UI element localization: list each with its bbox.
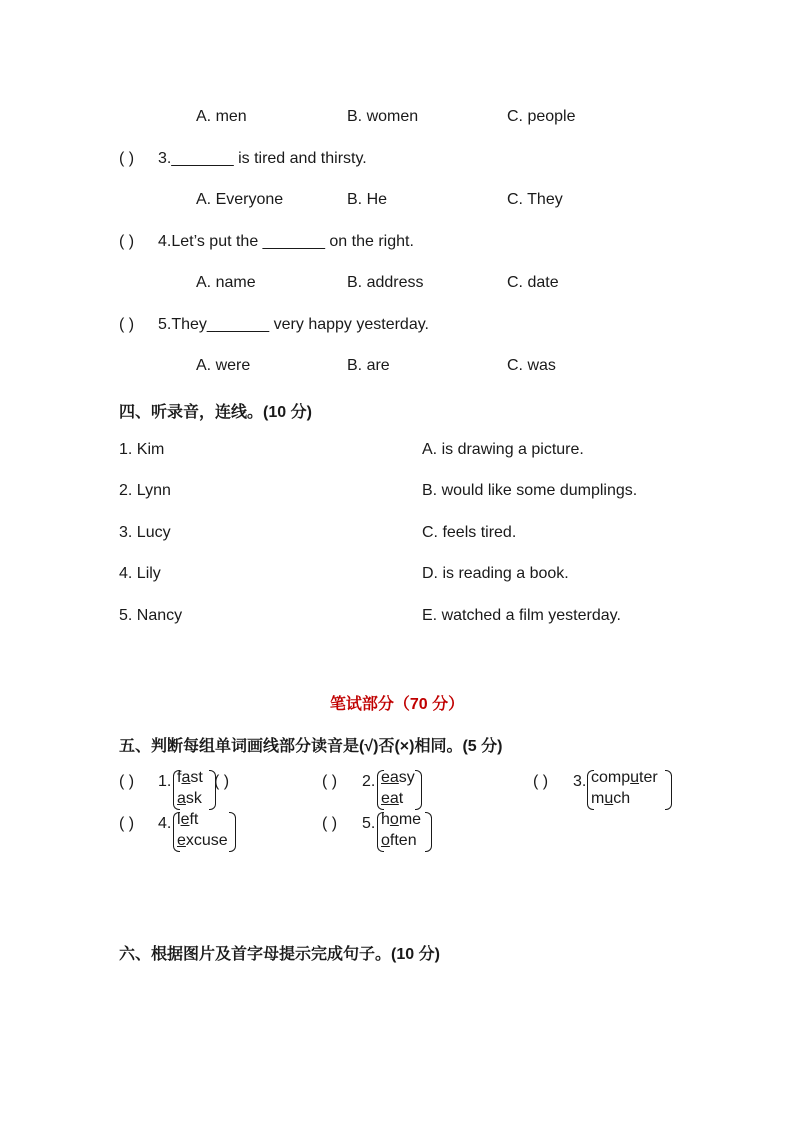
section5-title: 五、判断每组单词画线部分读音是(√)否(×)相同。(5 分): [119, 738, 503, 755]
q4-option-a: A. name: [196, 274, 256, 291]
s5-item3-word2: much: [591, 790, 631, 807]
q3-option-c: C. They: [507, 191, 563, 208]
s5-item3-word-group: [587, 768, 677, 812]
q3-option-a: A. Everyone: [196, 191, 284, 208]
s5-item4-word2: excuse: [177, 832, 228, 849]
q3-answer-paren[interactable]: ( ): [119, 150, 135, 167]
match-left-2: 2. Lynn: [119, 482, 171, 499]
q5-answer-paren[interactable]: ( ): [119, 316, 135, 333]
s5-item1-number: 1.: [158, 773, 172, 790]
q4-option-c: C. date: [507, 274, 559, 291]
s5-item2-word2: eat: [381, 790, 404, 807]
q2-option-b: B. women: [347, 108, 419, 125]
s5-item4-number: 4.: [158, 815, 172, 832]
q2-option-c: C. people: [507, 108, 576, 125]
match-left-4: 4. Lily: [119, 565, 161, 582]
s5-item5-number: 5.: [362, 815, 376, 832]
s5-item5-word1: home: [381, 811, 422, 828]
s5-item1-extra-paren[interactable]: ( ): [214, 773, 230, 790]
s5-item1-word1: fast: [177, 769, 203, 786]
right-brace-icon: [229, 812, 236, 852]
section4-title: 四、听录音，连线。(10 分): [119, 404, 312, 421]
match-right-e: E. watched a film yesterday.: [422, 607, 621, 624]
right-brace-icon: [425, 812, 432, 852]
s5-item3-word1: computer: [591, 769, 658, 786]
s5-item4-paren[interactable]: ( ): [119, 815, 135, 832]
s5-item2-word-group: [377, 768, 427, 812]
q2-option-a: A. men: [196, 108, 247, 125]
match-left-3: 3. Lucy: [119, 524, 171, 541]
match-left-5: 5. Nancy: [119, 607, 183, 624]
right-brace-icon: [665, 770, 672, 810]
match-left-1: 1. Kim: [119, 441, 165, 458]
s5-item1-word2: ask: [177, 790, 202, 807]
right-brace-icon: [415, 770, 422, 810]
match-right-d: D. is reading a book.: [422, 565, 569, 582]
s5-item5-word2: often: [381, 832, 417, 849]
s5-item5-word-group: [377, 810, 437, 854]
s5-item2-number: 2.: [362, 773, 376, 790]
q4-answer-paren[interactable]: ( ): [119, 233, 135, 250]
q3-stem: 3._______ is tired and thirsty.: [158, 150, 367, 167]
s5-item3-paren[interactable]: ( ): [533, 773, 549, 790]
q5-option-c: C. was: [507, 357, 556, 374]
q4-stem: 4.Let’s put the _______ on the right.: [158, 233, 414, 250]
match-right-c: C. feels tired.: [422, 524, 517, 541]
q5-option-b: B. are: [347, 357, 390, 374]
match-right-a: A. is drawing a picture.: [422, 441, 584, 458]
s5-item3-number: 3.: [573, 773, 587, 790]
q5-stem: 5.They_______ very happy yesterday.: [158, 316, 429, 333]
s5-item5-paren[interactable]: ( ): [322, 815, 338, 832]
q4-option-b: B. address: [347, 274, 424, 291]
section6-title: 六、根据图片及首字母提示完成句子。(10 分): [119, 946, 440, 963]
s5-item1-paren[interactable]: ( ): [119, 773, 135, 790]
s5-item2-paren[interactable]: ( ): [322, 773, 338, 790]
s5-item2-word1: easy: [381, 769, 415, 786]
s5-item4-word-group: [173, 810, 239, 854]
match-right-b: B. would like some dumplings.: [422, 482, 638, 499]
written-part-title: 笔试部分（70 分）: [329, 696, 465, 713]
q5-option-a: A. were: [196, 357, 251, 374]
s5-item4-word1: left: [177, 811, 199, 828]
q3-option-b: B. He: [347, 191, 388, 208]
